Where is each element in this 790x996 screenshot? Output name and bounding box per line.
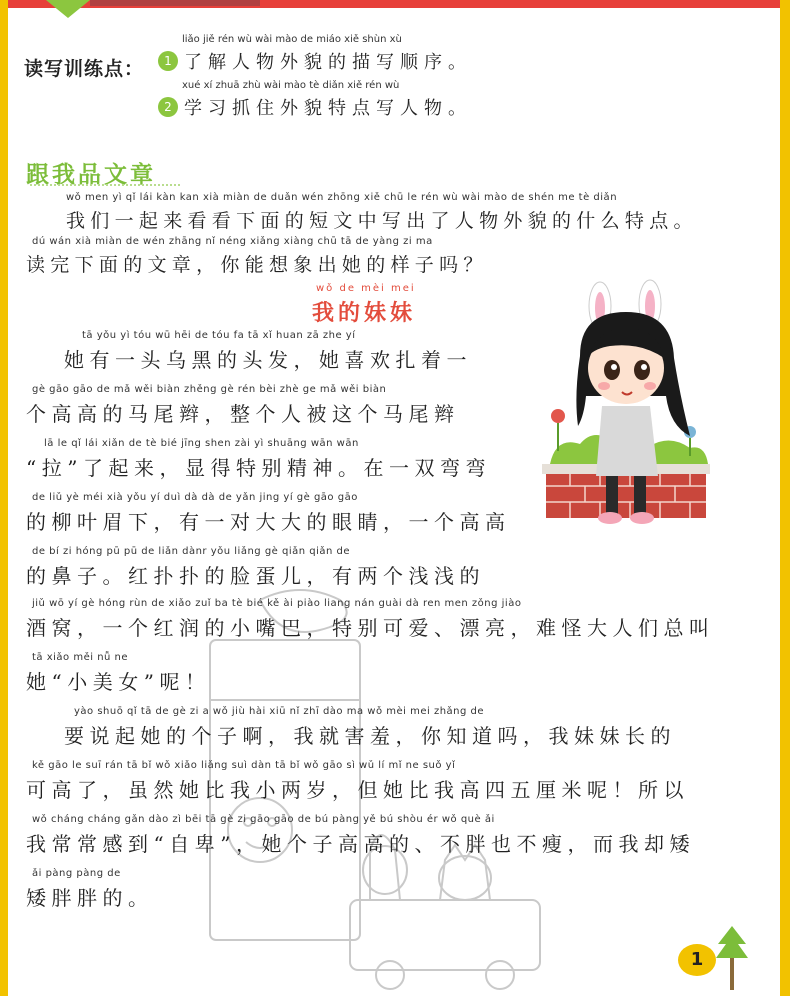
text: “拉”了起来，显得特别精神。在一双弯弯: [26, 456, 491, 480]
story-line-9: [26, 760, 689, 803]
story-line-3: [26, 438, 491, 481]
text: 酒窝，一个红润的小嘴巴，特别可爱、漂亮，难怪大人们总叫: [26, 616, 715, 640]
girl-illustration: [540, 276, 760, 546]
training-point-1: [158, 34, 472, 74]
training-points-label: 读写训练点：: [24, 58, 145, 80]
story-line-1: [64, 330, 472, 373]
training-point-text: 学习抓住外貌特点写人物。: [184, 98, 472, 119]
pinyin: wǒ men yì qǐ lái kàn kan xià miàn de duǎn wén zhōng xiě chū le rén wù wài mào de shén me tè diǎn: [66, 192, 618, 203]
text: 的鼻子。红扑扑的脸蛋儿，有两个浅浅的: [26, 564, 485, 588]
number-badge: 2: [158, 97, 178, 117]
pinyin: wǒ cháng cháng gǎn dào zì bēi tā gè zi gāo gāo de bú pàng yě bú shòu ér wǒ què ǎi: [32, 814, 495, 825]
text: 她“小美女”呢！: [26, 670, 211, 694]
number-badge: 1: [158, 51, 178, 71]
page-number: 1: [678, 944, 716, 976]
training-point-text: 了解人物外貌的描写顺序。: [184, 52, 472, 73]
text: 可高了，虽然她比我小两岁，但她比我高四五厘米呢！所以: [26, 778, 689, 802]
text: 我常常感到“自卑”，她个子高高的、不胖也不瘦，而我却矮: [26, 832, 695, 856]
story-title: 我的妹妹: [312, 301, 417, 326]
pinyin: ǎi pàng pàng de: [32, 868, 121, 879]
text: 个高高的马尾辫，整个人被这个马尾辫: [26, 402, 460, 426]
pinyin: gè gāo gāo de mǎ wěi biàn zhěng gè rén bèi zhè ge mǎ wěi biàn: [32, 384, 387, 395]
pinyin: liǎo jiě rén wù wài mào de miáo xiě shùn xù: [182, 34, 402, 45]
text: 要说起她的个子啊，我就害羞，你知道吗，我妹妹长的: [64, 724, 676, 748]
pinyin: tā xiǎo měi nǚ ne: [32, 652, 129, 663]
text: 读完下面的文章，你能想象出她的样子吗？: [26, 254, 488, 276]
story-line-8: [64, 706, 676, 749]
right-border: [780, 0, 790, 996]
story-line-5: [26, 546, 485, 589]
intro-line-2: [26, 236, 488, 277]
header-bar: [90, 0, 260, 6]
text: 矮胖胖的。: [26, 886, 154, 910]
story-line-7: [26, 652, 210, 695]
intro-line-1: [66, 192, 698, 233]
pinyin: kě gāo le suī rán tā bǐ wǒ xiǎo liǎng suì dàn tā bǐ wǒ gāo sì wǔ lí mǐ ne suǒ yǐ: [32, 760, 456, 771]
story-line-4: [26, 492, 511, 535]
story-line-11: [26, 868, 154, 911]
story-line-2: [26, 384, 460, 427]
training-point-2: [158, 80, 472, 120]
pinyin: dú wán xià miàn de wén zhāng nǐ néng xiǎng xiàng chū tā de yàng zi ma: [32, 236, 433, 247]
text: 我们一起来看看下面的短文中写出了人物外貌的什么特点。: [66, 210, 698, 232]
pinyin: jiǔ wō yí gè hóng rùn de xiǎo zuǐ ba tè bié kě ài piào liang nán guài dà ren men zǒng jiào: [32, 598, 522, 609]
header-notch: [46, 0, 90, 18]
story-line-6: [26, 598, 715, 641]
story-line-10: [26, 814, 695, 857]
pinyin: lā le qǐ lái xiǎn de tè bié jīng shen zài yì shuāng wān wān: [44, 438, 359, 449]
pinyin: de bí zi hóng pū pū de liǎn dànr yǒu liǎng gè qiǎn qiǎn de: [32, 546, 351, 557]
pinyin: de liǔ yè méi xià yǒu yí duì dà dà de yǎn jing yí gè gāo gāo: [32, 492, 358, 503]
text: 的柳叶眉下，有一对大大的眼睛，一个高高: [26, 510, 511, 534]
pinyin: xué xí zhuā zhù wài mào tè diǎn xiě rén wù: [182, 80, 400, 91]
tree-icon: [712, 924, 752, 990]
story-title-pinyin: wǒ de mèi mei: [316, 283, 416, 294]
pinyin: tā yǒu yì tóu wū hēi de tóu fa tā xǐ huan zā zhe yí: [82, 330, 356, 341]
section-underline: [30, 184, 180, 186]
text: 她有一头乌黑的头发，她喜欢扎着一: [64, 348, 472, 372]
pinyin: yào shuō qǐ tā de gè zi a wǒ jiù hài xiū nǐ zhī dào ma wǒ mèi mei zhǎng de: [74, 706, 485, 717]
section-title: 跟我品文章: [26, 162, 156, 188]
left-border: [0, 0, 8, 996]
